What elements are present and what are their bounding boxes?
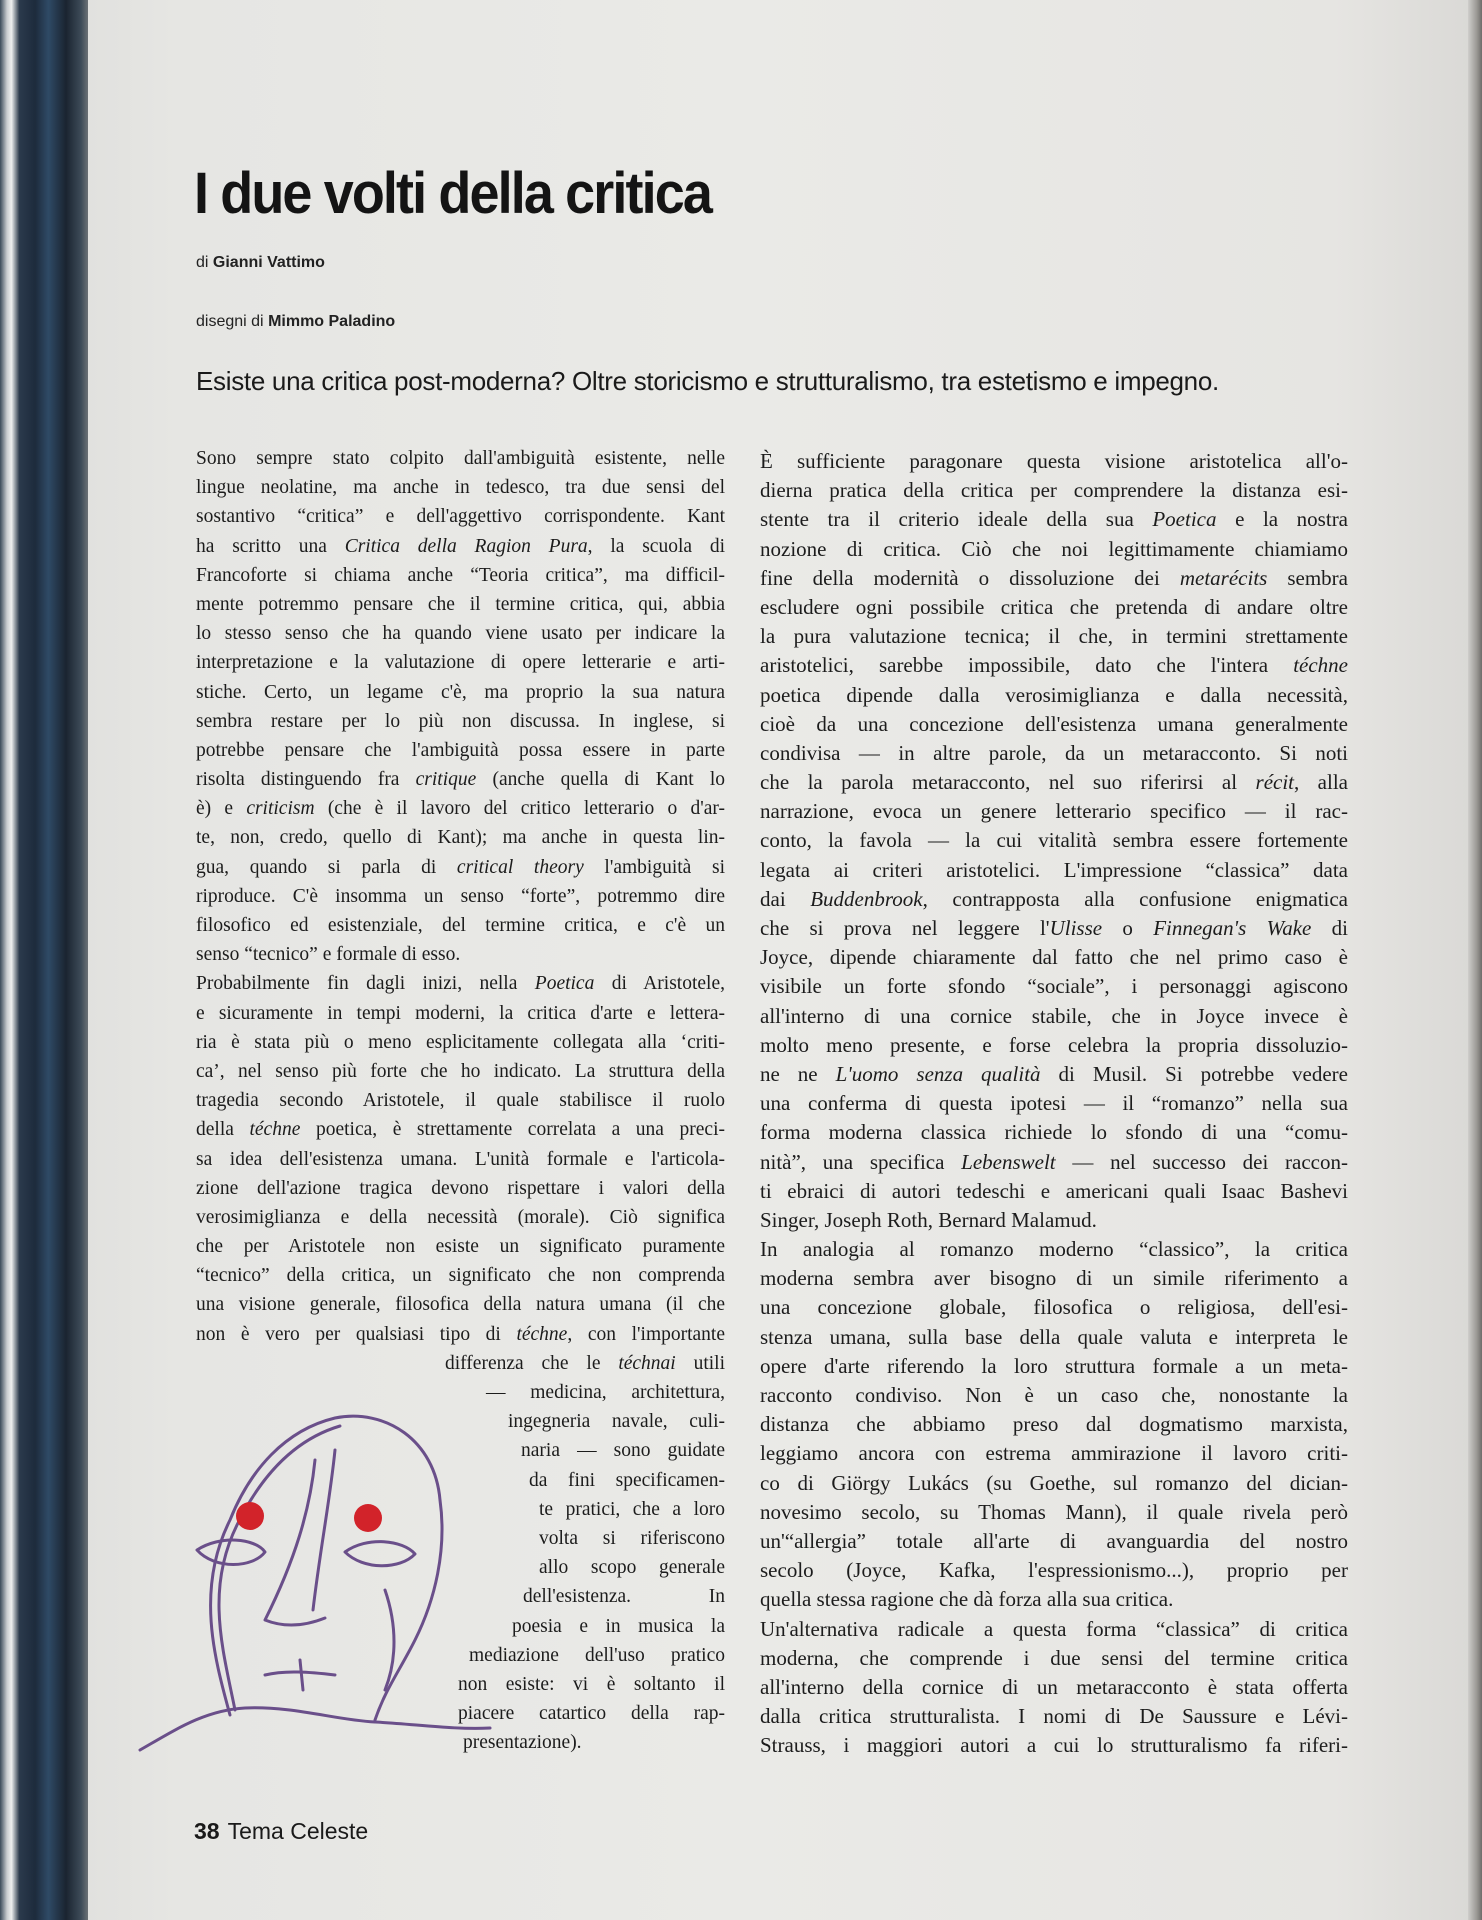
text-segment: legata ai criteri aristotelici. L'impressione “classica” data xyxy=(760,857,1348,882)
text-segment: ria è stata più o meno esplicitamente collegata alla ‘criti- xyxy=(196,1031,725,1053)
text-segment: piacere catartico della rap- xyxy=(458,1703,725,1725)
text-line xyxy=(196,765,725,794)
text-segment: condivisa — in altre parole, da un metaracconto. Si noti xyxy=(760,740,1348,765)
text-segment: e sicuramente in tempi moderni, la critica d'arte e lettera- xyxy=(196,1002,725,1024)
text-segment: nozione di critica. Ciò che noi legittimamente chiamiamo xyxy=(760,536,1348,561)
text-line xyxy=(196,502,725,531)
text-segment: una conferma di questa ipotesi — il “romanzo” nella sua xyxy=(760,1091,1348,1116)
text-segment: che si prova nel leggere l' xyxy=(760,916,1050,940)
text-segment: nità”, una specifica xyxy=(760,1149,962,1174)
italic-text: téchne xyxy=(1293,653,1348,678)
text-segment: ha scritto una xyxy=(196,535,345,557)
text-line xyxy=(196,648,725,677)
text-segment: , la scuola di xyxy=(587,535,725,557)
text-line xyxy=(196,1115,725,1144)
italic-text: récit xyxy=(1255,770,1294,795)
illustrator-byline xyxy=(196,313,395,331)
text-segment: — nel successo dei raccon- xyxy=(1055,1149,1348,1174)
text-line xyxy=(760,1323,1348,1352)
text-line xyxy=(196,1349,725,1378)
text-segment: stenza umana, sulla base della quale valuta e interpreta le xyxy=(760,1324,1348,1349)
chin-mark xyxy=(300,1660,303,1690)
text-line xyxy=(196,999,725,1028)
text-segment: secolo (Joyce, Kafka, l'espressionismo...), proprio per xyxy=(760,1558,1348,1583)
text-segment: distanza che abbiamo preso dal dogmatismo marxista, xyxy=(760,1412,1348,1437)
text-line xyxy=(760,1177,1348,1206)
text-line xyxy=(196,473,725,502)
text-line xyxy=(760,885,1348,914)
text-segment: ingegneria navale, culi- xyxy=(508,1411,725,1433)
text-segment: dai xyxy=(760,886,811,911)
text-line xyxy=(196,736,725,765)
italic-text: Ulisse xyxy=(1049,916,1103,940)
text-segment: di xyxy=(1311,916,1349,940)
text-line xyxy=(196,940,725,969)
text-segment: lingue neolatine, ma anche in tedesco, tra due sensi del xyxy=(196,477,725,499)
text-line xyxy=(760,1498,1348,1527)
text-segment: una visione generale, filosofica della natura umana (il che xyxy=(196,1294,725,1316)
text-line xyxy=(760,447,1348,476)
text-segment: narrazione, evoca un genere letterario specifico — il rac- xyxy=(760,799,1348,824)
text-segment: e la nostra xyxy=(1216,507,1349,532)
text-line xyxy=(760,739,1348,768)
text-line xyxy=(760,1381,1348,1410)
text-segment: novesimo secolo, su Thomas Mann), il quale rivela però xyxy=(760,1499,1348,1524)
head-outline-inner xyxy=(219,1426,340,1710)
text-segment: È sufficiente paragonare questa visione aristotelica all'o- xyxy=(760,449,1348,473)
text-segment: In analogia al romanzo moderno “classico”, la critica xyxy=(760,1237,1348,1262)
text-line xyxy=(196,1203,725,1232)
text-segment: della xyxy=(196,1119,250,1141)
text-line xyxy=(196,823,725,852)
text-segment: all'interno di una cornice stabile, che in Joyce invece è xyxy=(760,1003,1348,1028)
text-line xyxy=(760,505,1348,534)
text-segment: , contrapposta alla confusione enigmatica xyxy=(922,886,1349,911)
italic-text: Buddenbrook xyxy=(810,886,923,911)
text-segment: risolta distinguendo fra xyxy=(196,769,416,791)
text-segment: (anche quella di Kant lo xyxy=(476,769,725,791)
text-segment: filosofico ed esistenziale, del termine critica, e c'è un xyxy=(196,915,725,936)
text-segment: zione dell'azione tragica devono rispettare i valori della xyxy=(196,1177,725,1199)
text-segment: co di Giörgy Lukács (su Goethe, sul romanzo del dician- xyxy=(760,1470,1348,1495)
text-line xyxy=(760,1235,1348,1264)
text-line xyxy=(760,1089,1348,1118)
text-line xyxy=(760,1556,1348,1585)
text-segment: sembra restare per lo più non discussa. In inglese, si xyxy=(196,710,725,732)
text-segment: aristotelici, sarebbe impossibile, dato che l'intera xyxy=(760,653,1294,678)
text-segment: te, non, credo, quello di Kant); ma anche in questa lin- xyxy=(196,827,725,849)
text-line xyxy=(760,1293,1348,1322)
magazine-name: Tema Celeste xyxy=(227,1818,369,1844)
text-segment: Un'alternativa radicale a questa forma “classica” di critica xyxy=(760,1616,1348,1641)
text-segment: molto meno presente, e forse celebra la propria dissoluzio- xyxy=(760,1032,1348,1057)
text-segment: all'interno della cornice di un metaracconto è stata offerta xyxy=(760,1674,1348,1699)
left-red-dot xyxy=(236,1502,264,1530)
text-segment: l'ambiguità si xyxy=(583,856,725,878)
text-line xyxy=(760,826,1348,855)
text-segment: differenza che le xyxy=(445,1352,619,1374)
text-segment: lo stesso senso che ha quando viene usato per indicare la xyxy=(196,623,725,645)
text-segment: riproduce. C'è insomma un senso “forte”, potremmo dire xyxy=(196,885,725,907)
page-right-edge xyxy=(1468,0,1482,1920)
text-line xyxy=(196,590,725,619)
right-eye xyxy=(345,1542,415,1566)
text-segment: forma moderna classica richiede lo sfondo di una “comu- xyxy=(760,1120,1348,1145)
page-number: 38 xyxy=(194,1818,220,1844)
text-line xyxy=(760,1527,1348,1556)
text-segment: quella stessa ragione che dà forza alla sua critica. xyxy=(760,1587,1174,1612)
text-line xyxy=(760,1469,1348,1498)
text-line xyxy=(196,1261,725,1290)
text-segment: visibile un forte sfondo “sociale”, i personaggi agiscono xyxy=(760,974,1348,999)
text-line xyxy=(760,1002,1348,1031)
text-segment: interpretazione e la valutazione di opere letterarie e arti- xyxy=(196,652,725,674)
text-line xyxy=(760,943,1348,972)
text-line xyxy=(196,707,725,736)
text-segment: non esiste: vi è soltanto il xyxy=(458,1673,725,1695)
text-segment: stente tra il criterio ideale della sua xyxy=(760,507,1153,532)
text-line xyxy=(196,1028,725,1057)
text-segment: da fini specificamen- xyxy=(529,1469,725,1491)
italic-text: Poetica xyxy=(534,973,595,995)
text-segment: volta si riferiscono xyxy=(539,1527,725,1549)
text-segment: sa idea dell'esistenza umana. L'unità formale e l'articola- xyxy=(196,1148,725,1170)
text-segment: “tecnico” della critica, un significato che non comprenda xyxy=(196,1265,725,1287)
text-segment: è) e xyxy=(196,798,247,820)
byline-prefix: di xyxy=(196,254,209,271)
text-segment: allo scopo generale xyxy=(539,1557,725,1579)
text-line xyxy=(196,1145,725,1174)
page-binding-edge xyxy=(0,0,88,1920)
text-line xyxy=(196,969,725,998)
text-line xyxy=(196,1057,725,1086)
text-line xyxy=(760,564,1348,593)
text-line xyxy=(196,853,725,882)
text-segment: senso “tecnico” e formale di esso. xyxy=(196,944,461,966)
text-line xyxy=(760,1264,1348,1293)
text-line xyxy=(760,1206,1348,1235)
text-segment: — medicina, architettura, xyxy=(486,1382,725,1403)
text-segment: ti ebraici di autori tedeschi e americani quali Isaac Bashevi xyxy=(760,1178,1348,1203)
italic-text: Finnegan's Wake xyxy=(1153,916,1312,940)
text-line xyxy=(760,1118,1348,1147)
italic-text: Poetica xyxy=(1152,507,1217,532)
text-segment: fine della modernità o dissoluzione dei xyxy=(760,565,1180,590)
text-line xyxy=(760,797,1348,826)
left-eye xyxy=(197,1540,265,1564)
shoulder-line xyxy=(140,1708,490,1750)
text-segment: potrebbe pensare che l'ambiguità possa essere in parte xyxy=(196,739,725,761)
text-line xyxy=(196,1086,725,1115)
text-line xyxy=(196,794,725,823)
text-segment: la pura valutazione tecnica; il che, in termini strettamente xyxy=(760,624,1348,649)
italic-text: metarécits xyxy=(1179,565,1268,590)
text-segment: moderna, che comprende i due sensi del termine critica xyxy=(760,1645,1348,1670)
nose-line xyxy=(313,1450,335,1610)
italic-text: L'uomo senza qualità xyxy=(835,1061,1041,1086)
text-segment: leggiamo ancora con estrema ammirazione il lavoro criti- xyxy=(760,1441,1348,1466)
text-line xyxy=(760,593,1348,622)
text-segment: utili xyxy=(675,1352,725,1374)
text-segment: Francoforte si chiama anche “Teoria critica”, ma difficil- xyxy=(196,564,725,586)
text-line xyxy=(760,768,1348,797)
italic-text: Lebenswelt xyxy=(961,1149,1056,1174)
text-line xyxy=(760,972,1348,1001)
text-line xyxy=(196,1174,725,1203)
text-segment: escludere ogni possibile critica che pretenda di andare oltre xyxy=(760,594,1348,619)
text-segment: ca’, nel senso più forte che ho indicato. La struttura della xyxy=(196,1060,725,1082)
italic-text: téchne xyxy=(249,1119,301,1141)
text-segment: stiche. Certo, un legame c'è, ma proprio la sua natura xyxy=(196,681,725,703)
italic-text: téchnai xyxy=(618,1352,676,1374)
text-line xyxy=(760,1585,1348,1614)
article-subtitle: Esiste una critica post-moderna? Oltre storicismo e strutturalismo, tra estetismo e impegno. xyxy=(196,366,1219,396)
text-segment: non è vero per qualsiasi tipo di xyxy=(196,1323,517,1345)
italic-text: Critica della Ragion Pura xyxy=(344,535,588,557)
page-footer xyxy=(194,1818,368,1845)
cheek-line xyxy=(385,1590,394,1690)
text-segment: che per Aristotele non esiste un significato puramente xyxy=(196,1236,725,1258)
text-line xyxy=(760,1439,1348,1468)
italic-text: critique xyxy=(415,769,477,791)
text-line xyxy=(760,914,1348,943)
text-segment: poetica dipende dalla verosimiglianza e dalla necessità, xyxy=(760,682,1348,707)
text-segment: dalla critica strutturalista. I nomi di De Saussure e Lévi- xyxy=(760,1704,1348,1729)
illustrator-name: Mimmo Paladino xyxy=(268,313,396,330)
text-segment: mente potremmo pensare che il termine critica, qui, abbia xyxy=(196,593,725,615)
text-segment: Sono sempre stato colpito dall'ambiguità esistente, nelle xyxy=(196,448,725,469)
text-segment: poesia e in musica la xyxy=(512,1615,725,1637)
text-segment: ne ne xyxy=(760,1061,836,1086)
text-segment: (che è il lavoro del critico letterario o d'ar- xyxy=(314,798,725,820)
text-segment: , con l'importante xyxy=(567,1323,725,1345)
text-line xyxy=(760,1031,1348,1060)
text-line xyxy=(196,882,725,911)
text-line xyxy=(196,619,725,648)
text-segment: poetica, è strettamente correlata a una preci- xyxy=(300,1119,725,1141)
italic-text: criticism xyxy=(246,798,315,820)
text-line xyxy=(760,1410,1348,1439)
text-line xyxy=(760,1148,1348,1177)
text-segment: te pratici, che a loro xyxy=(539,1498,725,1520)
text-line xyxy=(196,678,725,707)
article-title: I due volti della critica xyxy=(194,161,712,226)
text-line xyxy=(760,622,1348,651)
text-segment: di Musil. Si potrebbe vedere xyxy=(1040,1061,1348,1086)
text-line xyxy=(760,651,1348,680)
text-segment: cioè da una concezione dell'esistenza umana generalmente xyxy=(760,711,1348,736)
text-segment: o xyxy=(1102,916,1154,940)
text-segment: presentazione). xyxy=(463,1732,582,1754)
text-segment: conto, la favola — la cui vitalità sembra essere fortemente xyxy=(760,828,1348,853)
text-line xyxy=(196,561,725,590)
text-line xyxy=(760,1731,1348,1760)
text-segment: racconto condiviso. Non è un caso che, nonostante la xyxy=(760,1383,1348,1407)
text-line xyxy=(760,1673,1348,1702)
text-segment: Probabilmente fin dagli inizi, nella xyxy=(196,973,535,995)
text-segment: sembra xyxy=(1267,565,1348,590)
text-line xyxy=(760,476,1348,505)
text-segment: dell'esistenza. In xyxy=(523,1586,725,1608)
text-segment: gua, quando si parla di xyxy=(196,856,457,878)
face-drawing-illustration xyxy=(135,1390,495,1760)
italic-text: critical theory xyxy=(456,856,584,878)
text-line xyxy=(196,532,725,561)
text-segment: sostantivo “critica” e dell'aggettivo corrispondente. Kant xyxy=(196,506,725,528)
text-segment: naria — sono guidate xyxy=(521,1440,725,1462)
text-segment: verosimiglianza e della necessità (morale). Ciò significa xyxy=(196,1206,725,1228)
author-name: Gianni Vattimo xyxy=(212,254,325,271)
text-line xyxy=(196,1232,725,1261)
text-line xyxy=(196,1320,725,1349)
text-segment: che la parola metaracconto, nel suo riferirsi al xyxy=(760,770,1256,795)
text-segment: Strauss, i maggiori autori a cui lo strutturalismo fa riferi- xyxy=(760,1733,1348,1758)
text-line xyxy=(760,1352,1348,1381)
author-byline xyxy=(196,254,325,272)
text-segment: opere d'arte riferendo la loro struttura formale a un meta- xyxy=(760,1353,1348,1378)
text-line xyxy=(760,1702,1348,1731)
text-line xyxy=(760,1060,1348,1089)
text-segment: una concezione globale, filosofica o religiosa, dell'esi- xyxy=(760,1295,1348,1320)
text-segment: moderna sembra aver bisogno di un simile riferimento a xyxy=(760,1266,1348,1291)
nose xyxy=(265,1460,325,1625)
text-line xyxy=(196,1290,725,1319)
text-line xyxy=(760,1615,1348,1644)
text-line xyxy=(760,1644,1348,1673)
italic-text: téchne xyxy=(516,1323,568,1345)
text-segment: Joyce, dipende chiaramente dal fatto che nel primo caso è xyxy=(760,945,1348,970)
text-segment: dierna pratica della critica per comprendere la distanza esi- xyxy=(760,478,1348,503)
text-line xyxy=(760,856,1348,885)
drawings-prefix: disegni di xyxy=(196,313,264,330)
text-segment: tragedia secondo Aristotele, il quale stabilisce il ruolo xyxy=(196,1090,725,1112)
right-red-dot xyxy=(354,1504,382,1532)
text-line xyxy=(760,681,1348,710)
right-text-column xyxy=(760,447,1348,1760)
text-segment: mediazione dell'uso pratico xyxy=(469,1644,725,1666)
text-line xyxy=(760,535,1348,564)
text-line xyxy=(196,444,725,473)
text-segment: di Aristotele, xyxy=(594,973,725,995)
text-line xyxy=(196,911,725,940)
text-segment: Singer, Joseph Roth, Bernard Malamud. xyxy=(760,1207,1097,1232)
text-segment: un'“allergia” totale all'arte di avanguardia del nostro xyxy=(760,1528,1348,1553)
text-segment: , alla xyxy=(1294,770,1348,795)
text-line xyxy=(760,710,1348,739)
